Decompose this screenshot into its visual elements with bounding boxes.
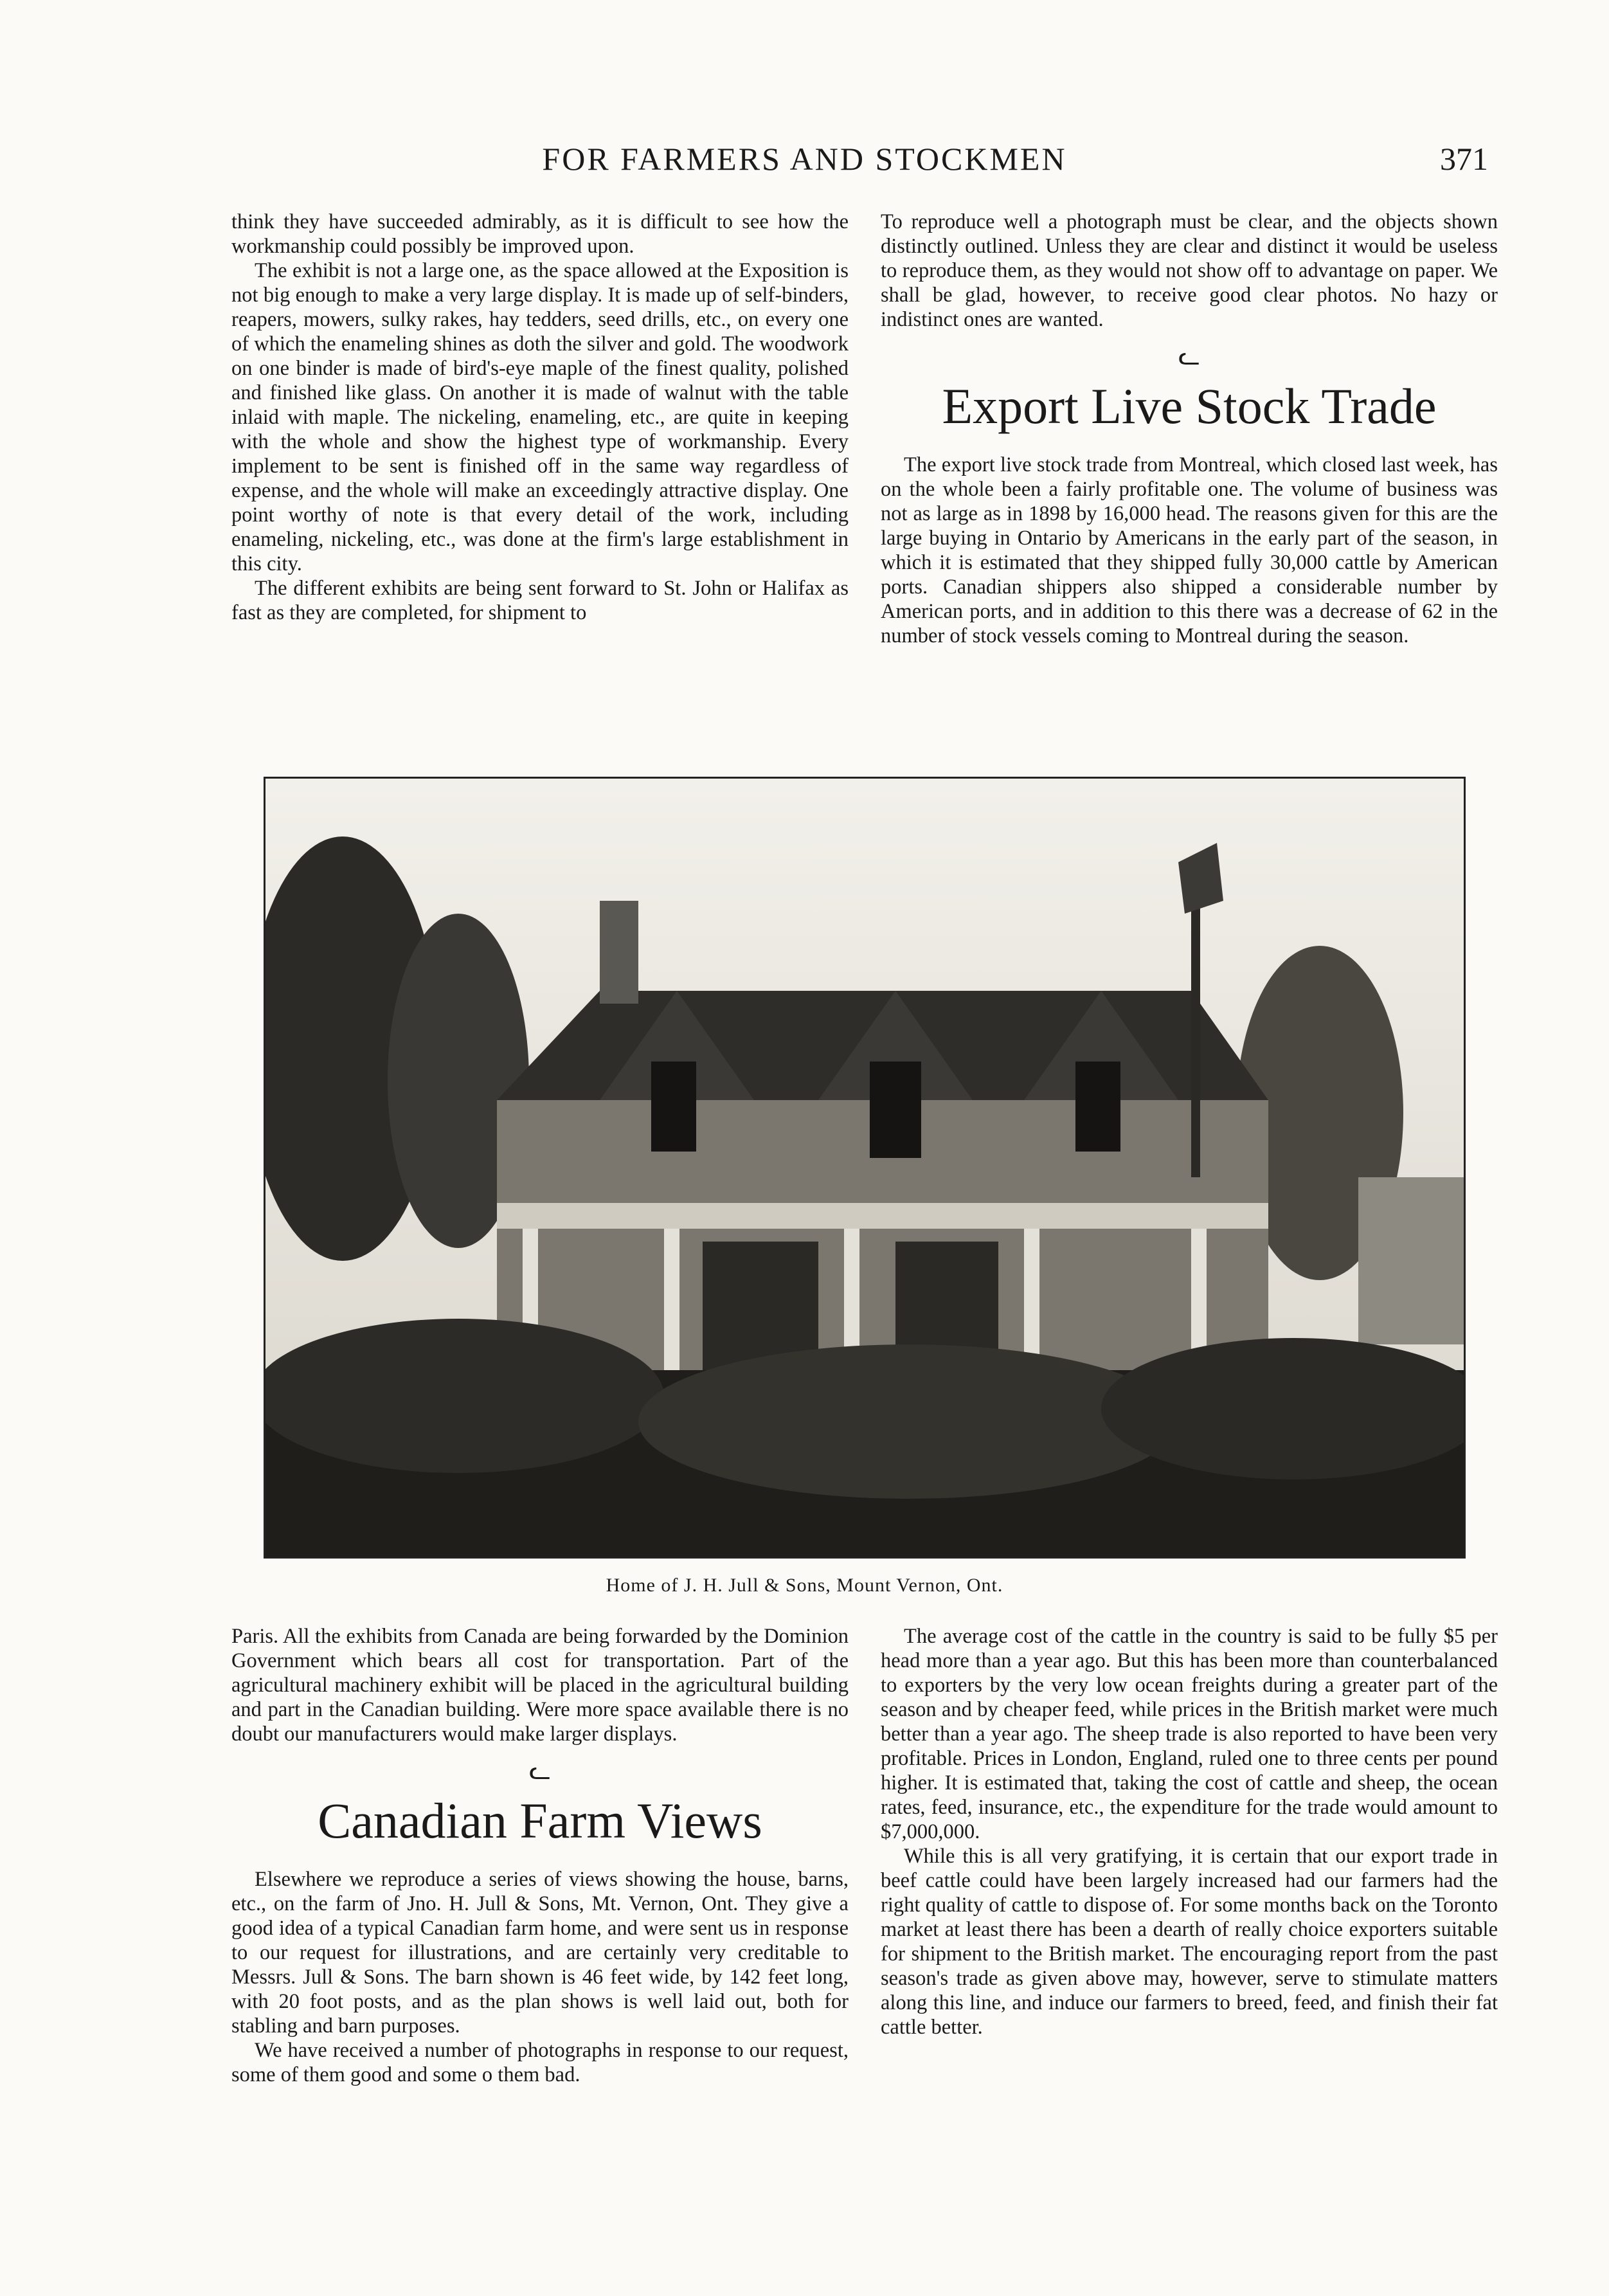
farmhouse-illustration	[265, 779, 1464, 1557]
heading-canadian-farm-views: Canadian Farm Views	[318, 1793, 762, 1849]
heading-export-live-stock-trade: Export Live Stock Trade	[942, 378, 1437, 434]
paragraph: While this is all very gratifying, it is certain that our export trade in beef cattle could have been largely increased had our farmers had the right quality of cattle to dispose of. For some months back on the Toronto market at least there has been a dearth of really choice exporters suitable for shipment to the British market. The encouraging report from the past season's trade as given above may, however, serve to stimulate matters along this line, and induce our farmers to breed, feed, and finish their fat cattle better.	[881, 1845, 1498, 2039]
paragraph: The exhibit is not a large one, as the space allowed at the Exposition is not big enough to make a very large display. It is made up of self-binders, reapers, mowers, sulky rakes, hay tedders, seed drills, etc., on every one of which the enameling shines as doth the silver and gold. The woodwork on one binder is made of bird's-eye maple of the finest quality, polished and finished like glass. On another it is made of walnut with the table inlaid with maple. The nickeling, enameling, etc., are quite in keeping with the whole and show the highest type of workmanship. Every implement to be sent is finished off in the same way regardless of expense, and the whole will make an exceedingly attractive display. One point worthy of note is that every detail of the work, including enameling, nickeling, etc., was done at the firm's large establishment in this city.	[231, 259, 849, 575]
paragraph: Paris. All the exhibits from Canada are being forwarded by the Dominion Government which bears all cost for transportation. Part of the agricultural machinery exhibit will be placed in the agricultural building and part in the Canadian building. Were more space available there is no doubt our manufacturers would make larger displays.	[231, 1625, 849, 1746]
paragraph: The average cost of the cattle in the country is said to be fully $5 per head more than a year ago. But this has been more than counterbalanced to exporters by the very low ocean freights during a greater part of the season and by cheaper feed, while prices in the British market were much better than a year ago. The sheep trade is also reported to have been very profitable. Prices in London, England, ruled one to three cents per pound higher. It is estimated that, taking the cost of cattle and sheep, the ocean rates, feed, insurance, etc., the expenditure for the trade would amount to $7,000,000.	[881, 1625, 1498, 1843]
section-ornament: ᓚ	[528, 1756, 552, 1785]
paragraph: The export live stock trade from Montreal, which closed last week, has on the whole been a fairly profitable one. The volume of business was not as large as in 1898 by 16,000 head. The reasons given for this are the large buying in Ontario by Americans in the early part of the season, in which it is estimated that they shipped fully 30,000 cattle by American ports. Canadian shippers also shipped a considerable number by American ports, and in addition to this there was a decrease of 62 in the number of stock vessels coming to Montreal during the season.	[881, 453, 1498, 647]
farmhouse-photo	[264, 777, 1466, 1559]
left-column-top	[231, 210, 849, 625]
page-number: 371	[1440, 141, 1488, 177]
photo-caption: Home of J. H. Jull & Sons, Mount Vernon, Ont.	[606, 1575, 1003, 1596]
paragraph: We have received a number of photographs in response to our request, some of them good and some o them bad.	[231, 2039, 849, 2086]
left-column-bottom	[231, 1624, 849, 2087]
section-ornament: ᓚ	[1178, 341, 1201, 370]
paragraph: The different exhibits are being sent forward to St. John or Halifax as fast as they are completed, for shipment to	[231, 577, 849, 624]
paragraph: To reproduce well a photograph must be clear, and the objects shown distinctly outlined. Unless they are clear and distinct it would be useless to reproduce them, as they would not show off to advantage on paper. We shall be glad, however, to receive good clear photos. No hazy or indistinct ones are wanted.	[881, 210, 1498, 331]
paragraph: think they have succeeded admirably, as it is difficult to see how the workmanship could possibly be improved upon.	[231, 210, 849, 258]
paragraph: Elsewhere we reproduce a series of views showing the house, barns, etc., on the farm of Jno. H. Jull & Sons, Mt. Vernon, Ont. They give a good idea of a typical Canadian farm home, and were sent us in response to our request for illustrations, and are certainly very creditable to Messrs. Jull & Sons. The barn shown is 46 feet wide, by 142 feet long, with 20 foot posts, and as the plan shows is well laid out, both for stabling and barn purposes.	[231, 1868, 849, 2038]
right-column-bottom	[881, 1624, 1498, 2039]
right-column-top	[881, 210, 1498, 648]
running-header: FOR FARMERS AND STOCKMEN	[542, 141, 1067, 177]
